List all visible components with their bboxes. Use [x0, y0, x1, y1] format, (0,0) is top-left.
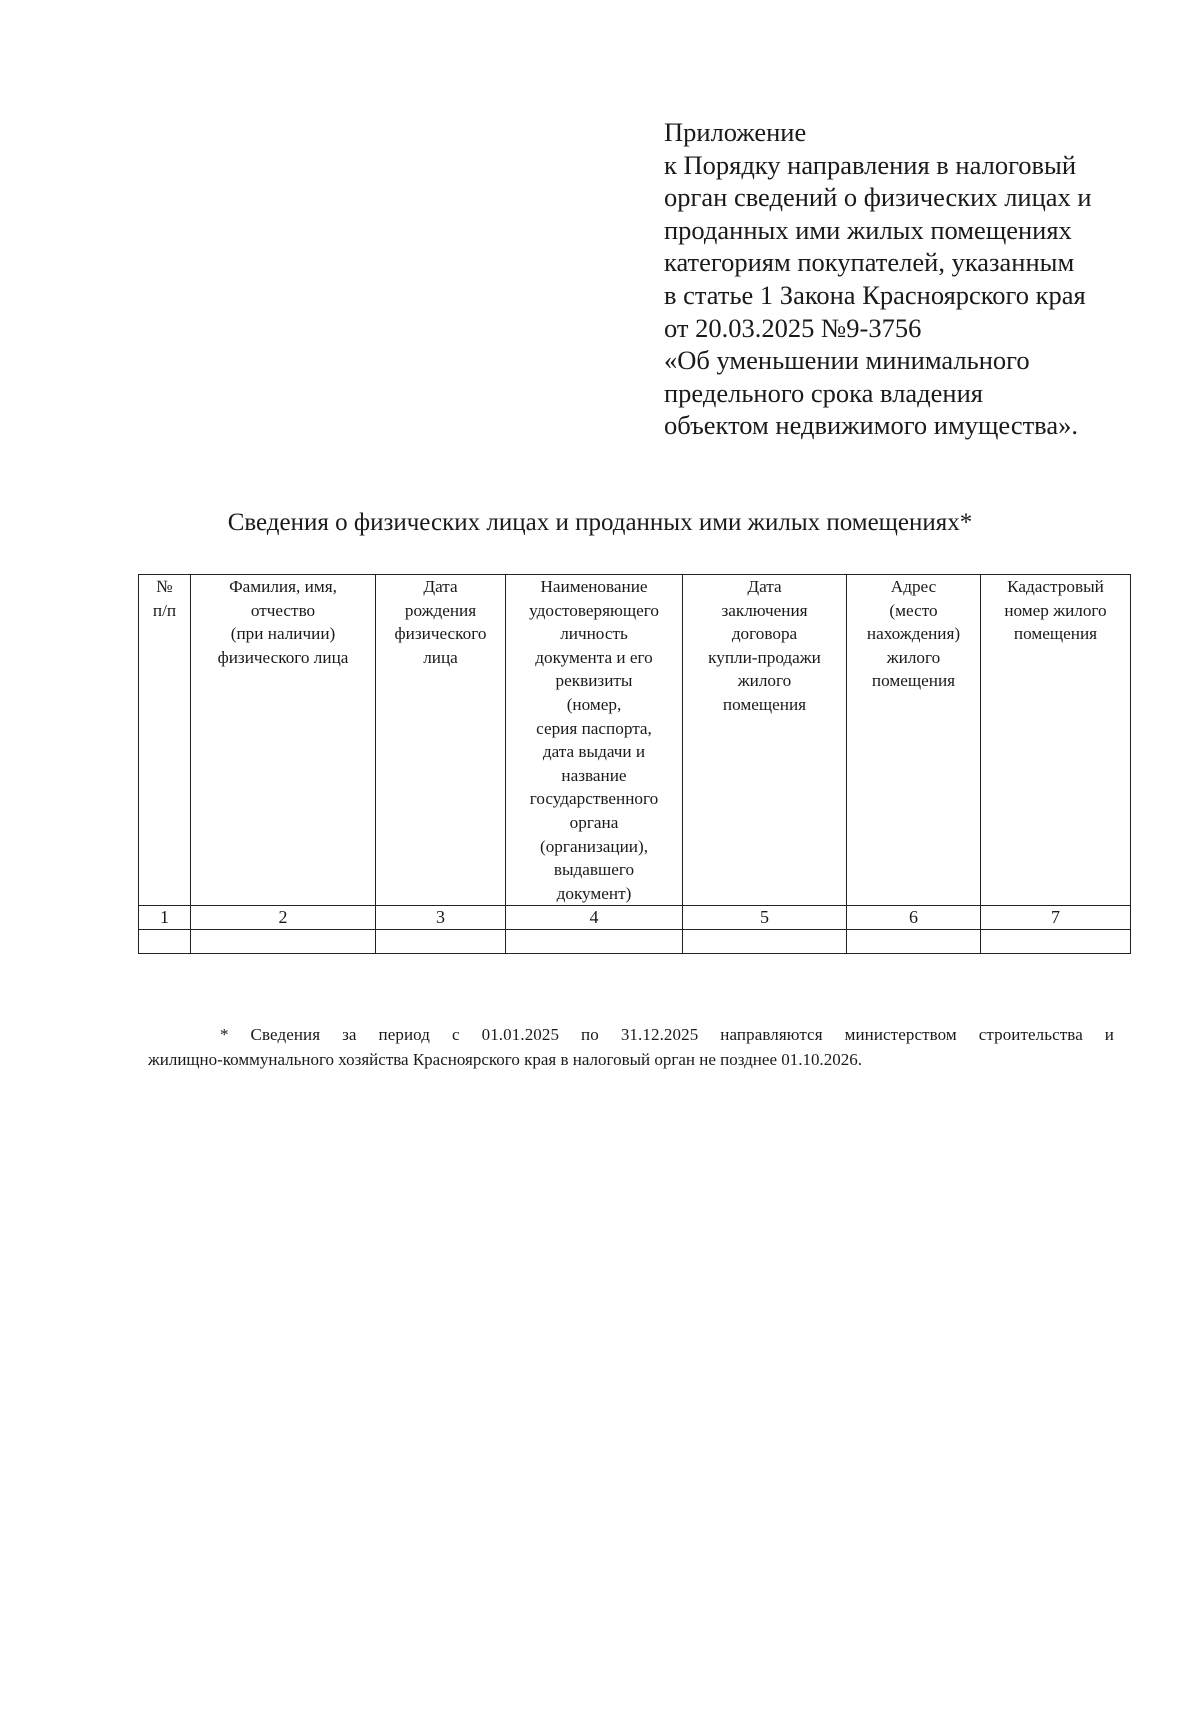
- appendix-line: объектом недвижимого имущества».: [664, 410, 1078, 441]
- header-line: Кадастровый: [1007, 577, 1104, 596]
- appendix-block: [664, 116, 1164, 442]
- header-line: личность: [560, 624, 628, 644]
- header-line: (при наличии): [230, 624, 336, 644]
- header-line: реквизиты: [555, 671, 633, 691]
- header-line: п/п: [152, 600, 177, 620]
- appendix-line: к Порядку направления в налоговый: [664, 149, 1077, 180]
- header-cell-birth-date: [376, 575, 506, 906]
- appendix-line: предельного срока владения: [664, 377, 983, 408]
- header-line: помещения: [871, 671, 956, 691]
- header-line: отчество: [250, 600, 316, 620]
- header-line: дата выдачи и: [542, 742, 646, 762]
- header-line: помещения: [1013, 624, 1098, 644]
- header-line: (организации),: [539, 836, 649, 856]
- header-cell-full-name: [191, 575, 376, 906]
- column-number-cell: 2: [191, 906, 376, 930]
- header-line: название: [561, 765, 627, 785]
- appendix-line: орган сведений о физических лицах и: [664, 182, 1092, 213]
- table-row: [139, 930, 1131, 954]
- header-line: выдавшего: [553, 860, 635, 880]
- header-cell-address: [847, 575, 981, 906]
- header-line: органа: [569, 812, 619, 832]
- header-line: серия паспорта,: [536, 718, 652, 738]
- header-line: Фамилия, имя,: [229, 577, 337, 596]
- appendix-line: в статье 1 Закона Красноярского края: [664, 279, 1086, 310]
- header-line: физического: [394, 624, 487, 644]
- header-line: документа и его: [535, 647, 653, 667]
- header-cell-cadastral-number: [981, 575, 1131, 906]
- table-header-row: [139, 575, 1131, 906]
- header-line: нахождения): [866, 624, 961, 644]
- footnote-line: жилищно-коммунального хозяйства Красноярского края в налоговый орган не позднее 01.10.2026.: [148, 1050, 862, 1069]
- column-number-cell: 3: [376, 906, 506, 930]
- document-title: Сведения о физических лицах и проданных ими жилых помещениях*: [227, 509, 973, 536]
- records-table: [138, 574, 1131, 954]
- column-number-cell: 4: [506, 906, 683, 930]
- header-line: (место: [889, 600, 938, 620]
- table-cell: [376, 930, 506, 954]
- column-number-cell: 6: [847, 906, 981, 930]
- header-line: №: [156, 577, 173, 596]
- header-line: жилого: [886, 647, 941, 667]
- appendix-line: «Об уменьшении минимального: [664, 345, 1030, 376]
- header-line: (номер,: [566, 694, 622, 714]
- column-number-cell: 7: [981, 906, 1131, 930]
- header-cell-contract-date: [683, 575, 847, 906]
- header-line: купли-продажи: [708, 647, 821, 667]
- header-line: государственного: [529, 789, 659, 809]
- header-line: договора: [731, 624, 798, 644]
- table-cell: [683, 930, 847, 954]
- appendix-line: от 20.03.2025 №9-3756: [664, 312, 922, 343]
- header-line: Дата: [423, 577, 458, 596]
- column-number-cell: 1: [139, 906, 191, 930]
- header-line: лица: [423, 647, 458, 667]
- appendix-line: категориям покупателей, указанным: [664, 247, 1075, 278]
- header-line: документ): [556, 883, 632, 903]
- appendix-line: проданных ими жилых помещениях: [664, 214, 1072, 245]
- table-cell: [506, 930, 683, 954]
- table-cell: [847, 930, 981, 954]
- footnote-line: * Сведения за период с 01.01.2025 по 31.12.2025 направляются министерством строительства и: [220, 1025, 1114, 1044]
- header-line: физического лица: [217, 647, 349, 667]
- header-line: удостоверяющего: [529, 600, 659, 620]
- header-line: жилого: [737, 671, 792, 691]
- header-line: номер жилого: [1004, 600, 1107, 620]
- header-line: Адрес: [890, 577, 937, 596]
- table-cell: [139, 930, 191, 954]
- header-line: заключения: [721, 600, 808, 620]
- header-line: Дата: [747, 577, 782, 596]
- header-cell-identity-document: [506, 575, 683, 906]
- header-line: помещения: [722, 694, 807, 714]
- column-number-cell: 5: [683, 906, 847, 930]
- column-number-row: [139, 906, 1131, 930]
- table-cell: [981, 930, 1131, 954]
- header-line: Наименование: [540, 577, 648, 596]
- header-cell-number: [139, 575, 191, 906]
- table-cell: [191, 930, 376, 954]
- appendix-line: Приложение: [664, 117, 807, 147]
- header-line: рождения: [404, 600, 477, 620]
- footnote: [148, 1022, 1114, 1072]
